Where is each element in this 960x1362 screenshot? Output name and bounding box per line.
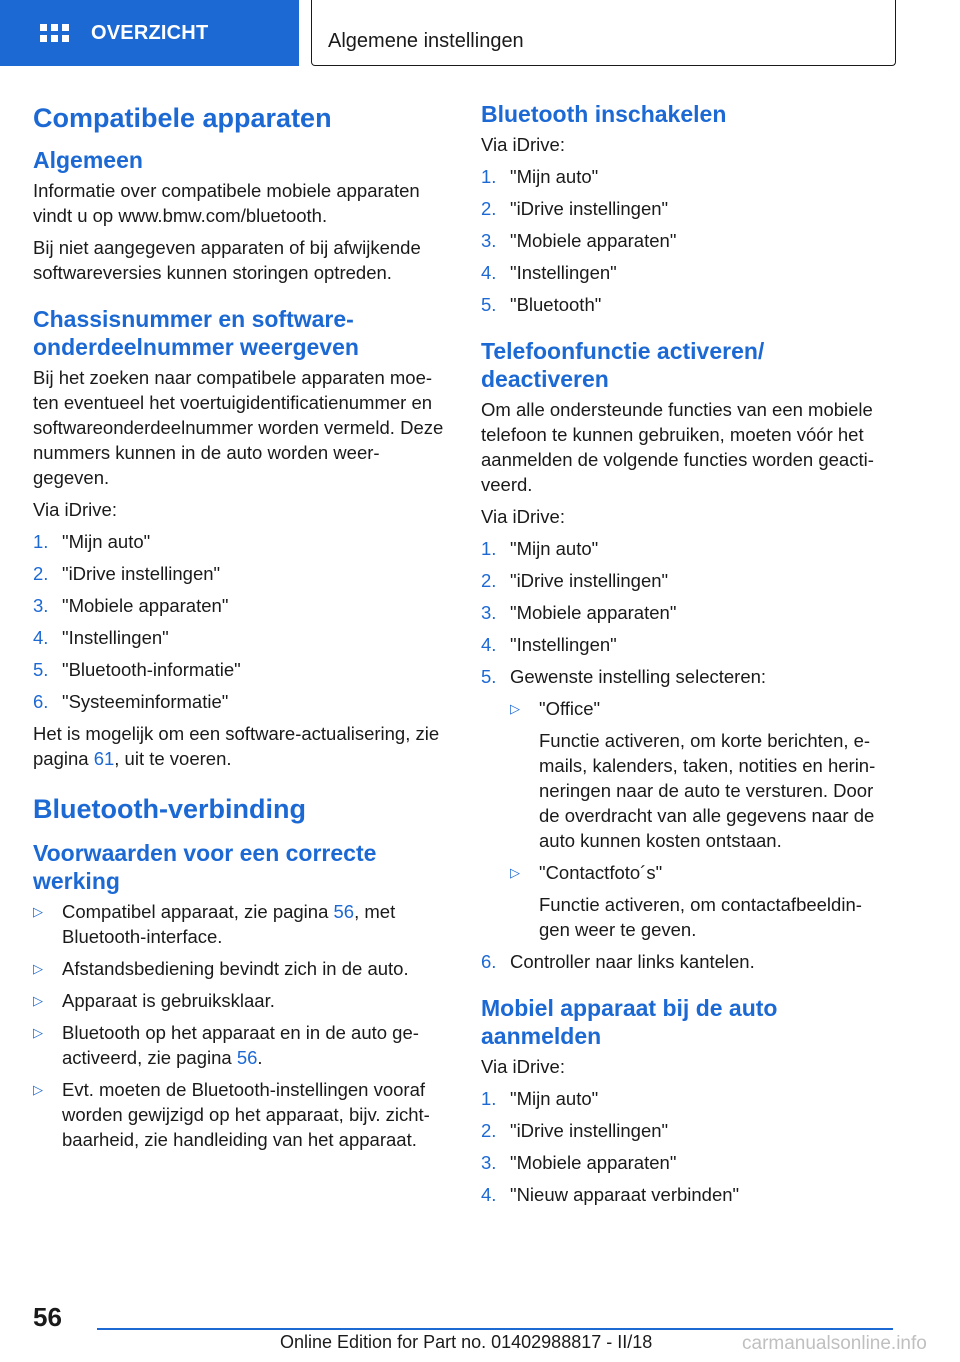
- list-item: ▷ Evt. moeten de Bluetooth-instellingen vooraf worden gewijzigd op het apparaat, bijv. zicht-baarheid, zie handleiding van het apparaat.: [33, 1079, 430, 1150]
- list-item: ▷ "Office": [510, 698, 601, 719]
- paragraph-info: Informatie over compatibele mobiele apparaten vindt u op www.bmw.com/bluetooth.: [33, 180, 420, 226]
- watermark: carmanualsonline.info: [742, 1333, 927, 1354]
- list-item: 2. "iDrive instellingen": [481, 570, 669, 591]
- via-idrive: Via iDrive:: [481, 134, 565, 155]
- list-item: ▷ "Contactfoto´s": [510, 862, 663, 883]
- heading-telefoonfunctie: Telefoonfunctie activeren/ deactiveren: [481, 338, 765, 392]
- list-item: 2. "iDrive instellingen": [481, 1120, 669, 1141]
- page-link-56[interactable]: 56: [236, 1047, 258, 1068]
- steps-list-aanmelden: [481, 1086, 891, 1207]
- section-tab[interactable]: Algemene instellingen: [311, 0, 896, 66]
- sub-desc-office: Functie activeren, om korte berichten, e-mails, kalenders, taken, notities en herin-neringen naar de auto te versturen. Door de overdracht van alle gegevens naar de auto kunnen kosten ontstaan.: [539, 730, 876, 851]
- grid-icon: [40, 24, 69, 42]
- page-link-56[interactable]: 56: [333, 901, 355, 922]
- steps-list-telefoon-end: [481, 949, 891, 974]
- list-item: 5. "Bluetooth": [481, 294, 602, 315]
- list-item: 6. Controller naar links kantelen.: [481, 951, 755, 972]
- heading-voorwaarden: Voorwaarden voor een correcte werking: [33, 840, 377, 894]
- heading-mobiel-aanmelden: Mobiel apparaat bij de auto aanmelden: [481, 995, 778, 1049]
- triangle-bullet-icon: ▷: [33, 961, 43, 976]
- left-column: [33, 100, 451, 1159]
- list-item: 3. "Mobiele apparaten": [481, 230, 677, 251]
- page-link-61[interactable]: 61: [93, 748, 115, 769]
- list-item: 1. "Mijn auto": [481, 1088, 599, 1109]
- sub-list-functies: [510, 860, 891, 885]
- list-item: 1. "Mijn auto": [481, 166, 599, 187]
- heading-bluetooth-verbinding: Bluetooth-verbinding: [33, 794, 306, 824]
- heading-bluetooth-inschakelen: Bluetooth inschakelen: [481, 101, 727, 127]
- list-item: 3. "Mobiele apparaten": [481, 602, 677, 623]
- list-item: 3. "Mobiele apparaten": [33, 595, 229, 616]
- overview-tab-label: OVERZICHT: [91, 21, 209, 44]
- paragraph-telefoon: Om alle ondersteunde functies van een mobiele telefoon te kunnen gebruiken, moeten vóór het aanmelden de volgende functies worden geacti-veerd.: [481, 399, 874, 495]
- triangle-bullet-icon: ▷: [33, 904, 43, 919]
- list-item: 4. "Instellingen": [481, 262, 617, 283]
- page-number: 56: [33, 1302, 62, 1332]
- list-item: 4. "Instellingen": [481, 634, 617, 655]
- list-item: 2. "iDrive instellingen": [33, 563, 221, 584]
- triangle-bullet-icon: ▷: [33, 1082, 43, 1097]
- steps-list-bluetooth: [481, 164, 891, 317]
- list-item: ▷ Compatibel apparaat, zie pagina 56, met Bluetooth-interface.: [33, 901, 396, 947]
- list-item: 4. "Instellingen": [33, 627, 169, 648]
- top-bar: [0, 0, 960, 66]
- heading-compatibele-apparaten: Compatibele apparaten: [33, 103, 332, 133]
- footer-divider: [97, 1328, 893, 1330]
- triangle-bullet-icon: ▷: [33, 1025, 43, 1040]
- list-item: ▷ Afstandsbediening bevindt zich in de auto.: [33, 958, 409, 979]
- heading-algemeen: Algemeen: [33, 147, 143, 173]
- heading-chassisnummer: Chassisnummer en software-onderdeelnummer weergeven: [33, 306, 359, 360]
- right-column: [481, 100, 891, 1214]
- list-item: 6. "Systeeminformatie": [33, 691, 229, 712]
- triangle-bullet-icon: ▷: [510, 701, 520, 716]
- paragraph-chassis: Bij het zoeken naar compatibele apparaten moe-ten eventueel het voertuigidentificatienummer en softwareonderdeelnummer worden vermeld. Deze nummers kunnen in de auto worden weer-gegeven.: [33, 367, 444, 488]
- list-item: 5. Gewenste instelling selecteren:: [481, 666, 767, 687]
- list-item: 3. "Mobiele apparaten": [481, 1152, 677, 1173]
- sub-list-functies: [510, 696, 891, 721]
- sub-desc-contactfotos: Functie activeren, om contactafbeeldin-gen weer te geven.: [539, 894, 862, 940]
- via-idrive: Via iDrive:: [481, 1056, 565, 1077]
- via-idrive: Via iDrive:: [33, 499, 117, 520]
- list-item: ▷ Apparaat is gebruiksklaar.: [33, 990, 275, 1011]
- list-item: ▷ Bluetooth op het apparaat en in de auto ge-activeerd, zie pagina 56.: [33, 1022, 419, 1068]
- list-item: 1. "Mijn auto": [33, 531, 151, 552]
- list-item: 4. "Nieuw apparaat verbinden": [481, 1184, 740, 1205]
- triangle-bullet-icon: ▷: [510, 865, 520, 880]
- via-idrive: Via iDrive:: [481, 506, 565, 527]
- list-item: 2. "iDrive instellingen": [481, 198, 669, 219]
- bullet-list-voorwaarden: [33, 899, 451, 1152]
- overview-tab[interactable]: [0, 0, 299, 66]
- list-item: 1. "Mijn auto": [481, 538, 599, 559]
- paragraph-actualisering: Het is mogelijk om een software-actualisering, zie pagina 61, uit te voeren.: [33, 723, 440, 769]
- footer-edition: Online Edition for Part no. 01402988817 - II/18: [280, 1332, 653, 1352]
- steps-list-chassis: [33, 529, 451, 714]
- steps-list-telefoon: [481, 536, 891, 689]
- triangle-bullet-icon: ▷: [33, 993, 43, 1008]
- paragraph-storingen: Bij niet aangegeven apparaten of bij afwijkende softwareversies kunnen storingen optreden.: [33, 237, 421, 283]
- list-item: 5. "Bluetooth-informatie": [33, 659, 241, 680]
